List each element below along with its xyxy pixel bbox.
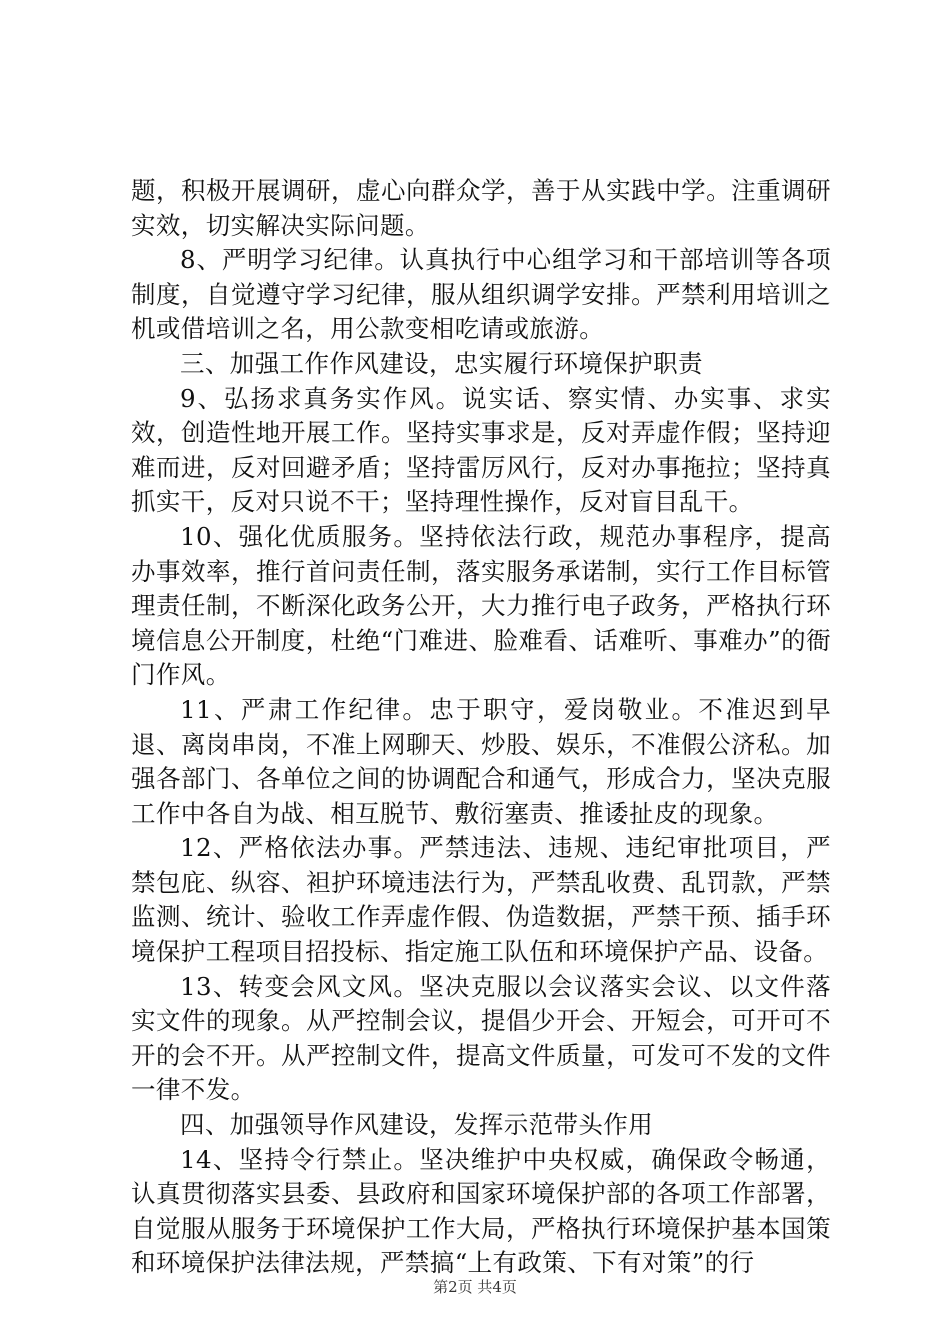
page-number-footer: 第2页 共4页 — [433, 1278, 517, 1296]
section-heading-3: 三、加强工作作风建设，忠实履行环境保护职责 — [180, 348, 703, 378]
paragraph-10: 14、坚持令行禁止。坚决维护中央权威，确保政令畅通，认真贯彻落实县委、县政府和国家环境保护部的各项工作部署，自觉服从服务于环境保护工作大局，严格执行环境保护基本国策和环境保护法律法规，严禁搞“上有政策、下有对策”的行 — [131, 1144, 831, 1278]
paragraph-2: 8、严明学习纪律。认真执行中心组学习和干部培训等各项制度，自觉遵守学习纪律，服从组织调学安排。严禁利用培训之机或借培训之名，用公款变相吃请或旅游。 — [131, 245, 831, 344]
section-heading-4: 四、加强领导作风建设，发挥示范带头作用 — [180, 1110, 654, 1140]
paragraph-1: 题，积极开展调研，虚心向群众学，善于从实践中学。注重调研实效，切实解决实际问题。 — [131, 176, 831, 240]
document-body — [131, 174, 831, 1281]
paragraph-8: 13、转变会风文风。坚决克服以会议落实会议、以文件落实文件的现象。从严控制会议，提倡少开会、开短会，可开可不开的会不开。从严控制文件，提高文件质量，可发可不发的文件一律不发。 — [131, 971, 831, 1105]
paragraph-6: 11、严肃工作纪律。忠于职守，爱岗敬业。不准迟到早退、离岗串岗，不准上网聊天、炒股、娱乐，不准假公济私。加强各部门、各单位之间的协调配合和通气，形成合力，坚决克服工作中各自为战、相互脱节、敷衍塞责、推诿扯皮的现象。 — [131, 694, 831, 828]
paragraph-5: 10、强化优质服务。坚持依法行政，规范办事程序，提高办事效率，推行首问责任制，落实服务承诺制，实行工作目标管理责任制，不断深化政务公开，大力推行电子政务，严格执行环境信息公开制度，杜绝“门难进、脸难看、话难听、事难办”的衙门作风。 — [131, 521, 831, 690]
paragraph-7: 12、严格依法办事。严禁违法、违规、违纪审批项目，严禁包庇、纵容、袒护环境违法行为，严禁乱收费、乱罚款，严禁监测、统计、验收工作弄虚作假、伪造数据，严禁干预、插手环境保护工程项目招投标、指定施工队伍和环境保护产品、设备。 — [131, 833, 831, 967]
paragraph-4: 9、弘扬求真务实作风。说实话、察实情、办实事、求实效，创造性地开展工作。坚持实事求是，反对弄虚作假；坚持迎难而进，反对回避矛盾；坚持雷厉风行，反对办事拖拉；坚持真抓实干，反对只说不干；坚持理性操作，反对盲目乱干。 — [131, 383, 831, 517]
